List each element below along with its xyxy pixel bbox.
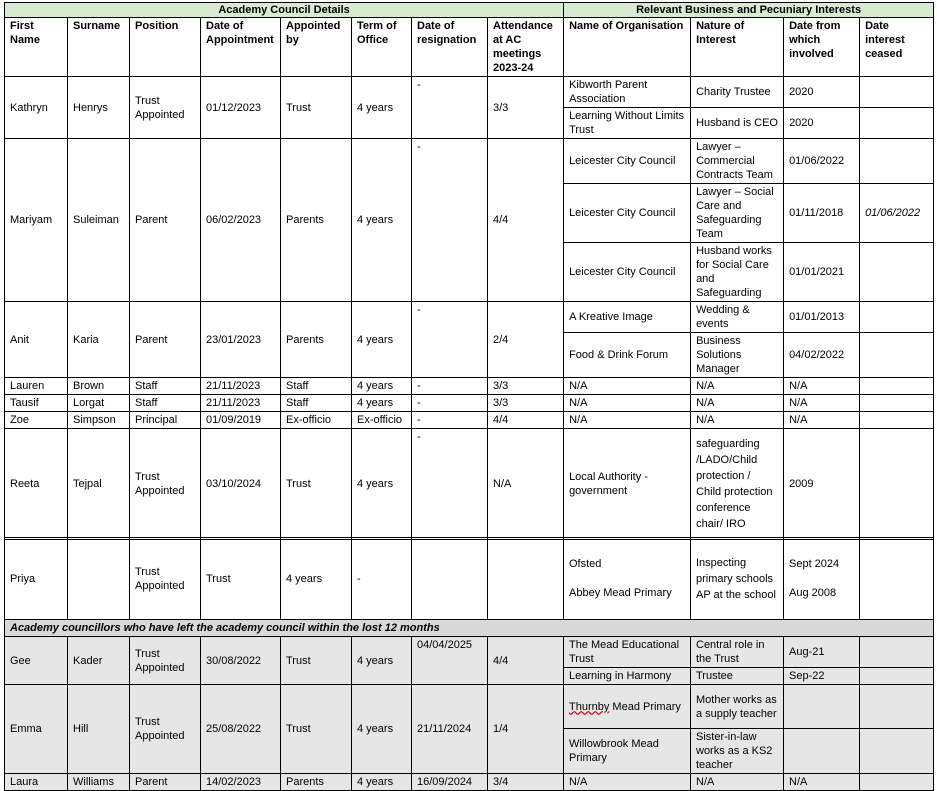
position: Trust Appointed [130, 685, 201, 774]
position: Trust Appointed [130, 429, 201, 540]
position: Parent [130, 139, 201, 302]
ceased [860, 429, 934, 540]
date-from: 2009 [784, 429, 860, 540]
first-name: Lauren [5, 378, 68, 395]
date-from: N/A [784, 774, 860, 791]
surname: Henrys [68, 77, 130, 139]
first-name: Reeta [5, 429, 68, 540]
surname: Hill [68, 685, 130, 774]
resignation: 04/04/2025 [412, 637, 488, 685]
appointed-by: 4 years [281, 538, 352, 620]
first-name: Gee [5, 637, 68, 685]
resignation: - [412, 395, 488, 412]
organisation: Learning in Harmony [564, 668, 691, 685]
resignation: - [412, 378, 488, 395]
appointed-by: Staff [281, 378, 352, 395]
organisation: Leicester City Council [564, 139, 691, 184]
nature: Mother works as a supply teacher [691, 685, 784, 729]
header-first-name: First Name [5, 18, 68, 77]
nature: N/A [691, 774, 784, 791]
position: Parent [130, 774, 201, 791]
date-appointment: 14/02/2023 [201, 774, 281, 791]
nature-line: Inspecting primary schools [696, 556, 774, 585]
resignation [412, 538, 488, 620]
date-appointment: 25/08/2022 [201, 685, 281, 774]
ceased [860, 668, 934, 685]
term: 4 years [352, 637, 412, 685]
appointed-by: Parents [281, 139, 352, 302]
surname: Lorgat [68, 395, 130, 412]
organisation-rest: Mead Primary [609, 700, 681, 713]
resignation: 21/11/2024 [412, 685, 488, 774]
surname: Kader [68, 637, 130, 685]
left-councillors-banner: Academy councillors who have left the academy council within the lost 12 months [5, 620, 934, 637]
nature: Charity Trustee [691, 77, 784, 108]
nature: safeguarding /LADO/Child protection / Child protection conference chair/ IRO [691, 429, 784, 540]
date-appointment: Trust [201, 538, 281, 620]
attendance: 3/3 [488, 77, 564, 139]
header-date-from: Date from which involved [784, 18, 860, 77]
position: Trust Appointed [130, 77, 201, 139]
organisation: Learning Without Limits Trust [564, 108, 691, 139]
surname: Suleiman [68, 139, 130, 302]
attendance: 2/4 [488, 302, 564, 378]
term: Ex-officio [352, 412, 412, 429]
date-from-line: Sept 2024 [789, 558, 840, 570]
organisation [564, 685, 691, 729]
surname: Brown [68, 378, 130, 395]
nature: Trustee [691, 668, 784, 685]
resignation: - [412, 139, 488, 302]
surname: Simpson [68, 412, 130, 429]
date-from: N/A [784, 395, 860, 412]
first-name: Emma [5, 685, 68, 774]
attendance: 3/3 [488, 378, 564, 395]
date-from [784, 685, 860, 729]
header-organisation: Name of Organisation [564, 18, 691, 77]
first-name: Tausif [5, 395, 68, 412]
ceased: 01/06/2022 [860, 184, 934, 243]
attendance: 3/3 [488, 395, 564, 412]
nature: Husband is CEO [691, 108, 784, 139]
date-appointment: 03/10/2024 [201, 429, 281, 540]
nature: Central role in the Trust [691, 637, 784, 668]
ceased [860, 637, 934, 668]
header-position: Position [130, 18, 201, 77]
first-name: Mariyam [5, 139, 68, 302]
date-from [784, 729, 860, 774]
date-appointment: 06/02/2023 [201, 139, 281, 302]
ceased [860, 302, 934, 333]
resignation: - [412, 77, 488, 139]
ceased [860, 139, 934, 184]
ceased [860, 412, 934, 429]
governance-table [4, 2, 934, 540]
first-name: Priya [5, 538, 68, 620]
attendance: 3/4 [488, 774, 564, 791]
date-from: 01/06/2022 [784, 139, 860, 184]
resignation: - [412, 302, 488, 378]
first-name: Kathryn [5, 77, 68, 139]
governance-table-continued [4, 537, 934, 791]
term: 4 years [352, 429, 412, 540]
appointed-by: Ex-officio [281, 412, 352, 429]
surname: Williams [68, 774, 130, 791]
first-name: Zoe [5, 412, 68, 429]
position: Trust Appointed [130, 637, 201, 685]
date-from: N/A [784, 378, 860, 395]
first-name: Anit [5, 302, 68, 378]
attendance: 1/4 [488, 685, 564, 774]
ceased [860, 395, 934, 412]
header-surname: Surname [68, 18, 130, 77]
resignation: 16/09/2024 [412, 774, 488, 791]
date-from: 01/01/2021 [784, 243, 860, 302]
date-from: Sep-22 [784, 668, 860, 685]
organisation: N/A [564, 378, 691, 395]
organisation [564, 538, 691, 620]
organisation: N/A [564, 395, 691, 412]
section-interests: Relevant Business and Pecuniary Interests [564, 3, 934, 18]
header-date-appointment: Date of Appointment [201, 18, 281, 77]
nature-line: AP at the school [696, 588, 776, 601]
nature: N/A [691, 412, 784, 429]
attendance: 4/4 [488, 637, 564, 685]
table-row [5, 302, 934, 333]
table-row [5, 429, 934, 540]
attendance: 4/4 [488, 139, 564, 302]
term: 4 years [352, 302, 412, 378]
ceased [860, 378, 934, 395]
section-academy-council: Academy Council Details [5, 3, 564, 18]
nature: Lawyer – Social Care and Safeguarding Team [691, 184, 784, 243]
nature: N/A [691, 378, 784, 395]
attendance: 4/4 [488, 412, 564, 429]
date-from [784, 538, 860, 620]
nature: Lawyer – Commercial Contracts Team [691, 139, 784, 184]
date-appointment: 23/01/2023 [201, 302, 281, 378]
organisation: Leicester City Council [564, 184, 691, 243]
organisation: A Kreative Image [564, 302, 691, 333]
date-appointment: 01/12/2023 [201, 77, 281, 139]
appointed-by: Trust [281, 637, 352, 685]
header-attendance: Attendance at AC meetings 2023-24 [488, 18, 564, 77]
term: - [352, 538, 412, 620]
organisation-line: Abbey Mead Primary [569, 587, 672, 599]
date-from: 04/02/2022 [784, 333, 860, 378]
date-appointment: 21/11/2023 [201, 395, 281, 412]
nature: N/A [691, 395, 784, 412]
table-row [5, 538, 934, 620]
resignation: - [412, 412, 488, 429]
ceased [860, 243, 934, 302]
header-nature: Nature of Interest [691, 18, 784, 77]
table-row [5, 412, 934, 429]
position: Principal [130, 412, 201, 429]
organisation: N/A [564, 412, 691, 429]
term: 4 years [352, 774, 412, 791]
organisation: Leicester City Council [564, 243, 691, 302]
ceased [860, 77, 934, 108]
appointed-by: Trust [281, 685, 352, 774]
term: 4 years [352, 395, 412, 412]
first-name: Laura [5, 774, 68, 791]
surname [68, 538, 130, 620]
surname: Karia [68, 302, 130, 378]
date-from: 01/01/2013 [784, 302, 860, 333]
date-from: 2020 [784, 108, 860, 139]
table-row [5, 774, 934, 791]
resignation: - [412, 429, 488, 540]
ceased [860, 538, 934, 620]
date-from-line: Aug 2008 [789, 587, 837, 599]
ceased [860, 774, 934, 791]
date-from: 2020 [784, 77, 860, 108]
nature [691, 538, 784, 620]
nature: Wedding & events [691, 302, 784, 333]
term: 4 years [352, 77, 412, 139]
organisation: The Mead Educational Trust [564, 637, 691, 668]
header-resignation: Date of resignation [412, 18, 488, 77]
position: Trust Appointed [130, 538, 201, 620]
term: 4 years [352, 685, 412, 774]
organisation-line: Ofsted [569, 558, 602, 570]
table-row [5, 139, 934, 184]
table-row [5, 77, 934, 108]
appointed-by: Trust [281, 429, 352, 540]
nature: Business Solutions Manager [691, 333, 784, 378]
attendance: N/A [488, 429, 564, 540]
date-appointment: 01/09/2019 [201, 412, 281, 429]
position: Staff [130, 395, 201, 412]
appointed-by: Staff [281, 395, 352, 412]
date-from: 01/11/2018 [784, 184, 860, 243]
nature: Sister-in-law works as a KS2 teacher [691, 729, 784, 774]
term: 4 years [352, 139, 412, 302]
date-from: N/A [784, 412, 860, 429]
header-ceased: Date interest ceased [860, 18, 934, 77]
table-row [5, 378, 934, 395]
appointed-by: Trust [281, 77, 352, 139]
nature: Husband works for Social Care and Safeguarding [691, 243, 784, 302]
date-from: Aug-21 [784, 637, 860, 668]
ceased [860, 729, 934, 774]
header-appointed-by: Appointed by [281, 18, 352, 77]
header-term: Term of Office [352, 18, 412, 77]
appointed-by: Parents [281, 302, 352, 378]
organisation: Food & Drink Forum [564, 333, 691, 378]
date-appointment: 30/08/2022 [201, 637, 281, 685]
attendance [488, 538, 564, 620]
table-row [5, 637, 934, 668]
organisation-misspelt-word: Thurnby [569, 700, 610, 713]
surname: Tejpal [68, 429, 130, 540]
position: Parent [130, 302, 201, 378]
table-row [5, 685, 934, 729]
ceased [860, 108, 934, 139]
organisation: Local Authority - government [564, 429, 691, 540]
appointed-by: Parents [281, 774, 352, 791]
table-row [5, 395, 934, 412]
ceased [860, 333, 934, 378]
ceased [860, 685, 934, 729]
organisation: Willowbrook Mead Primary [564, 729, 691, 774]
date-appointment: 21/11/2023 [201, 378, 281, 395]
position: Staff [130, 378, 201, 395]
term: 4 years [352, 378, 412, 395]
organisation: Kibworth Parent Association [564, 77, 691, 108]
organisation: N/A [564, 774, 691, 791]
